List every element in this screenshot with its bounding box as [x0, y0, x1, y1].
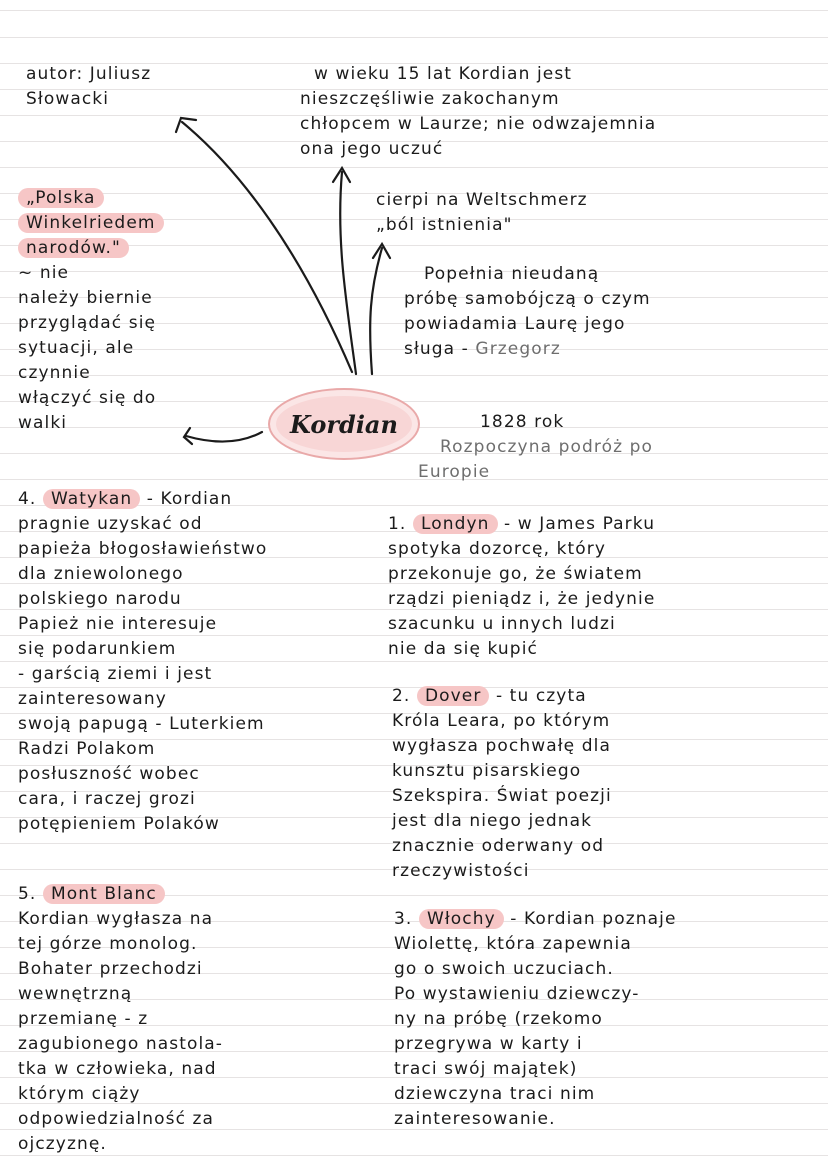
quote-hl-line — [18, 211, 164, 236]
section-line: kunsztu pisarskiego — [392, 761, 582, 781]
section-line: papieża błogosławieństwo — [18, 539, 268, 559]
love-line: w wieku 15 lat Kordian jest — [314, 64, 573, 84]
quote-line: ~ nie — [18, 263, 70, 283]
section-line: zainteresowany — [18, 689, 167, 709]
section-line: wygłasza pochwałę dla — [392, 736, 611, 756]
quote-hl-line — [18, 236, 164, 261]
section-line: Radzi Polakom — [18, 739, 156, 759]
section-londyn — [388, 512, 655, 662]
section-header-rest: - Kordian — [140, 489, 233, 509]
section-header-rest: - w James Parku — [497, 514, 656, 534]
section-line: wewnętrzną — [18, 984, 133, 1004]
author-line1: autor: Juliusz — [26, 64, 152, 84]
year-label: 1828 rok — [480, 412, 565, 432]
section-number: 2. — [392, 686, 411, 706]
section-header — [18, 882, 223, 907]
section-line: spotyka dozorcę, który — [388, 539, 607, 559]
section-number: 5. — [18, 884, 37, 904]
author-note — [26, 62, 151, 112]
section-line: Papież nie interesuje — [18, 614, 218, 634]
section-line: traci swój majątek) — [394, 1059, 578, 1079]
center-title: Kordian — [268, 388, 420, 460]
section-header — [388, 512, 655, 537]
quote-line: sytuacji, ale — [18, 338, 135, 358]
year-line1: Rozpoczyna podróż po — [440, 437, 654, 457]
section-line: Szekspira. Świat poezji — [392, 786, 612, 806]
suicide-note — [404, 262, 651, 362]
quote-highlight: Winkelriedem — [18, 213, 164, 233]
section-place: Dover — [417, 686, 490, 706]
weltschmerz-line1: cierpi na Weltschmerz — [376, 190, 588, 210]
arrow-to-love — [340, 172, 356, 374]
suicide-line: Popełnia nieudaną — [424, 264, 600, 284]
section-line: którym ciąży — [18, 1084, 141, 1104]
quote-line: włączyć się do — [18, 388, 157, 408]
section-line: odpowiedzialność za — [18, 1109, 215, 1129]
section-line: rzeczywistości — [392, 861, 530, 881]
section-line: pragnie uzyskać od — [18, 514, 203, 534]
quote-hl-line — [18, 186, 164, 211]
section-line: posłuszność wobec — [18, 764, 200, 784]
arrow-to-weltschmerz — [370, 248, 382, 374]
section-place: Mont Blanc — [43, 884, 165, 904]
quote-highlight: narodów." — [18, 238, 129, 258]
quote-line: walki — [18, 413, 68, 433]
section-header — [18, 487, 267, 512]
section-number: 3. — [394, 909, 413, 929]
section-header-rest: - tu czyta — [489, 686, 587, 706]
section-line: nie da się kupić — [388, 639, 538, 659]
section-place: Włochy — [419, 909, 504, 929]
love-line: chłopcem w Laurze; nie odwzajemnia — [300, 114, 657, 134]
section-line: przegrywa w karty i — [394, 1034, 583, 1054]
section-line: Wiolettę, która zapewnia — [394, 934, 632, 954]
servant-name: Grzegorz — [475, 339, 561, 359]
section-line: tej górze monolog. — [18, 934, 198, 954]
section-line: jest dla niego jednak — [392, 811, 593, 831]
section-line: go o swoich uczuciach. — [394, 959, 614, 979]
section-line: polskiego narodu — [18, 589, 182, 609]
weltschmerz-line2: „ból istnienia" — [376, 215, 513, 235]
section-header — [392, 684, 612, 709]
section-header-rest: - Kordian poznaje — [503, 909, 677, 929]
section-number: 4. — [18, 489, 37, 509]
section-line: zagubionego nastola- — [18, 1034, 224, 1054]
section-line: swoją papugą - Luterkiem — [18, 714, 265, 734]
section-line: tka w człowieka, nad — [18, 1059, 217, 1079]
section-line: dziewczyna traci nim — [394, 1084, 596, 1104]
section-dover — [392, 684, 612, 884]
section-line: ny na próbę (rzekomo — [394, 1009, 603, 1029]
section-line: Bohater przechodzi — [18, 959, 203, 979]
love-note — [300, 62, 656, 162]
section-line: przekonuje go, że światem — [388, 564, 643, 584]
section-number: 1. — [388, 514, 407, 534]
quote-note — [18, 186, 164, 436]
section-header — [394, 907, 677, 932]
section-place: Watykan — [43, 489, 140, 509]
section-line: się podarunkiem — [18, 639, 177, 659]
section-watykan — [18, 487, 267, 837]
section-line: szacunku u innych ludzi — [388, 614, 616, 634]
section-place: Londyn — [413, 514, 498, 534]
section-line: ojczyznę. — [18, 1134, 107, 1154]
arrow-to-quote — [186, 432, 262, 442]
love-line: nieszczęśliwie zakochanym — [300, 89, 560, 109]
suicide-prefix: sługa - — [404, 339, 476, 359]
section-line: Króla Leara, po którym — [392, 711, 611, 731]
year-line2: Europie — [418, 462, 491, 482]
quote-line: przyglądać się — [18, 313, 157, 333]
section-line: Po wystawieniu dziewczy- — [394, 984, 640, 1004]
section-line: zainteresowanie. — [394, 1109, 556, 1129]
section-line: potępieniem Polaków — [18, 814, 220, 834]
section-line: cara, i raczej grozi — [18, 789, 196, 809]
suicide-line-last — [404, 337, 651, 362]
section-line: - garścią ziemi i jest — [18, 664, 213, 684]
suicide-line: próbę samobójczą o czym — [404, 289, 651, 309]
love-line: ona jego uczuć — [300, 139, 444, 159]
section-line: Kordian wygłasza na — [18, 909, 214, 929]
section-line: znacznie oderwany od — [392, 836, 605, 856]
section-wlochy — [394, 907, 677, 1132]
quote-line: należy biernie — [18, 288, 153, 308]
quote-line: czynnie — [18, 363, 91, 383]
suicide-line: powiadamia Laurę jego — [404, 314, 626, 334]
section-line: dla zniewolonego — [18, 564, 184, 584]
quote-highlight: „Polska — [18, 188, 104, 208]
year-note — [418, 410, 653, 485]
weltschmerz-note — [376, 188, 588, 238]
section-line: rządzi pieniądz i, że jedynie — [388, 589, 656, 609]
section-line: przemianę - z — [18, 1009, 149, 1029]
section-mont-blanc — [18, 882, 223, 1157]
author-line2: Słowacki — [26, 89, 110, 109]
